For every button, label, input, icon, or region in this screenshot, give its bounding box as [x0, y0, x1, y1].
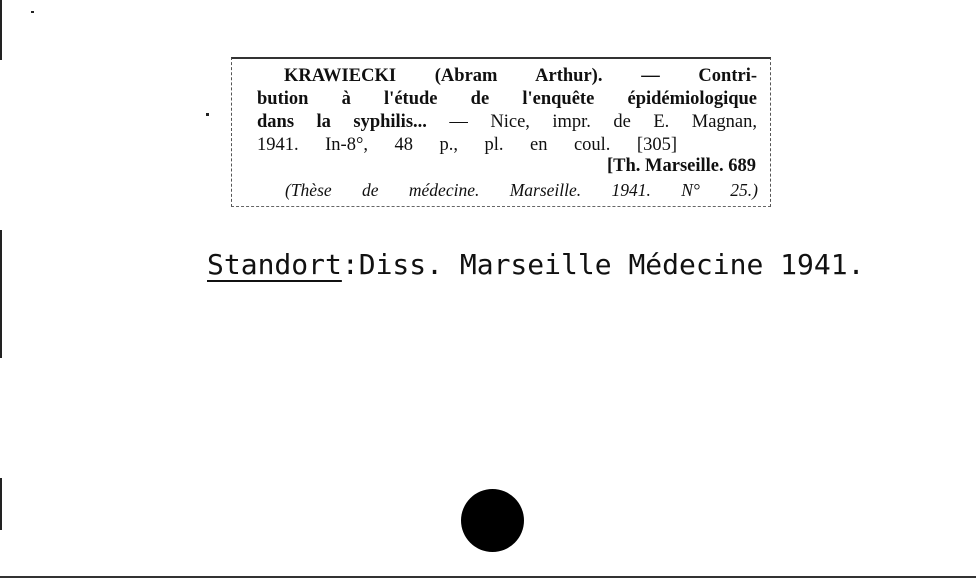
left-edge-mark-middle [0, 230, 2, 358]
standort-line [207, 247, 864, 283]
left-edge-mark-bottom [0, 478, 2, 530]
entry-note-line: (Thèse de médecine. Marseille. 1941. N° 25.) [285, 180, 758, 200]
bibliographic-slip [231, 57, 771, 207]
left-edge-mark-top [0, 0, 2, 60]
standort-value: Diss. Marseille Médecine 1941. [358, 248, 865, 281]
corner-dot [31, 11, 34, 13]
entry-imprint: — Nice, impr. de E. Magnan, [449, 112, 757, 132]
standort-separator: : [341, 248, 359, 281]
standort-label: Standort [207, 248, 342, 281]
punch-hole [461, 489, 524, 552]
side-dot [206, 113, 209, 116]
entry-author-line: KRAWIECKI (Abram Arthur). — Contri- [284, 66, 757, 86]
entry-collation-line: 1941. In-8°, 48 p., pl. en coul. [305] [257, 135, 677, 155]
entry-title-imprint-line [257, 111, 757, 133]
entry-series-line: [Th. Marseille. 689 [606, 156, 756, 176]
card-bottom-edge [0, 576, 976, 578]
entry-title-line: bution à l'étude de l'enquête épidémiologique [257, 89, 757, 109]
entry-title-end: dans la syphilis... [257, 112, 427, 132]
